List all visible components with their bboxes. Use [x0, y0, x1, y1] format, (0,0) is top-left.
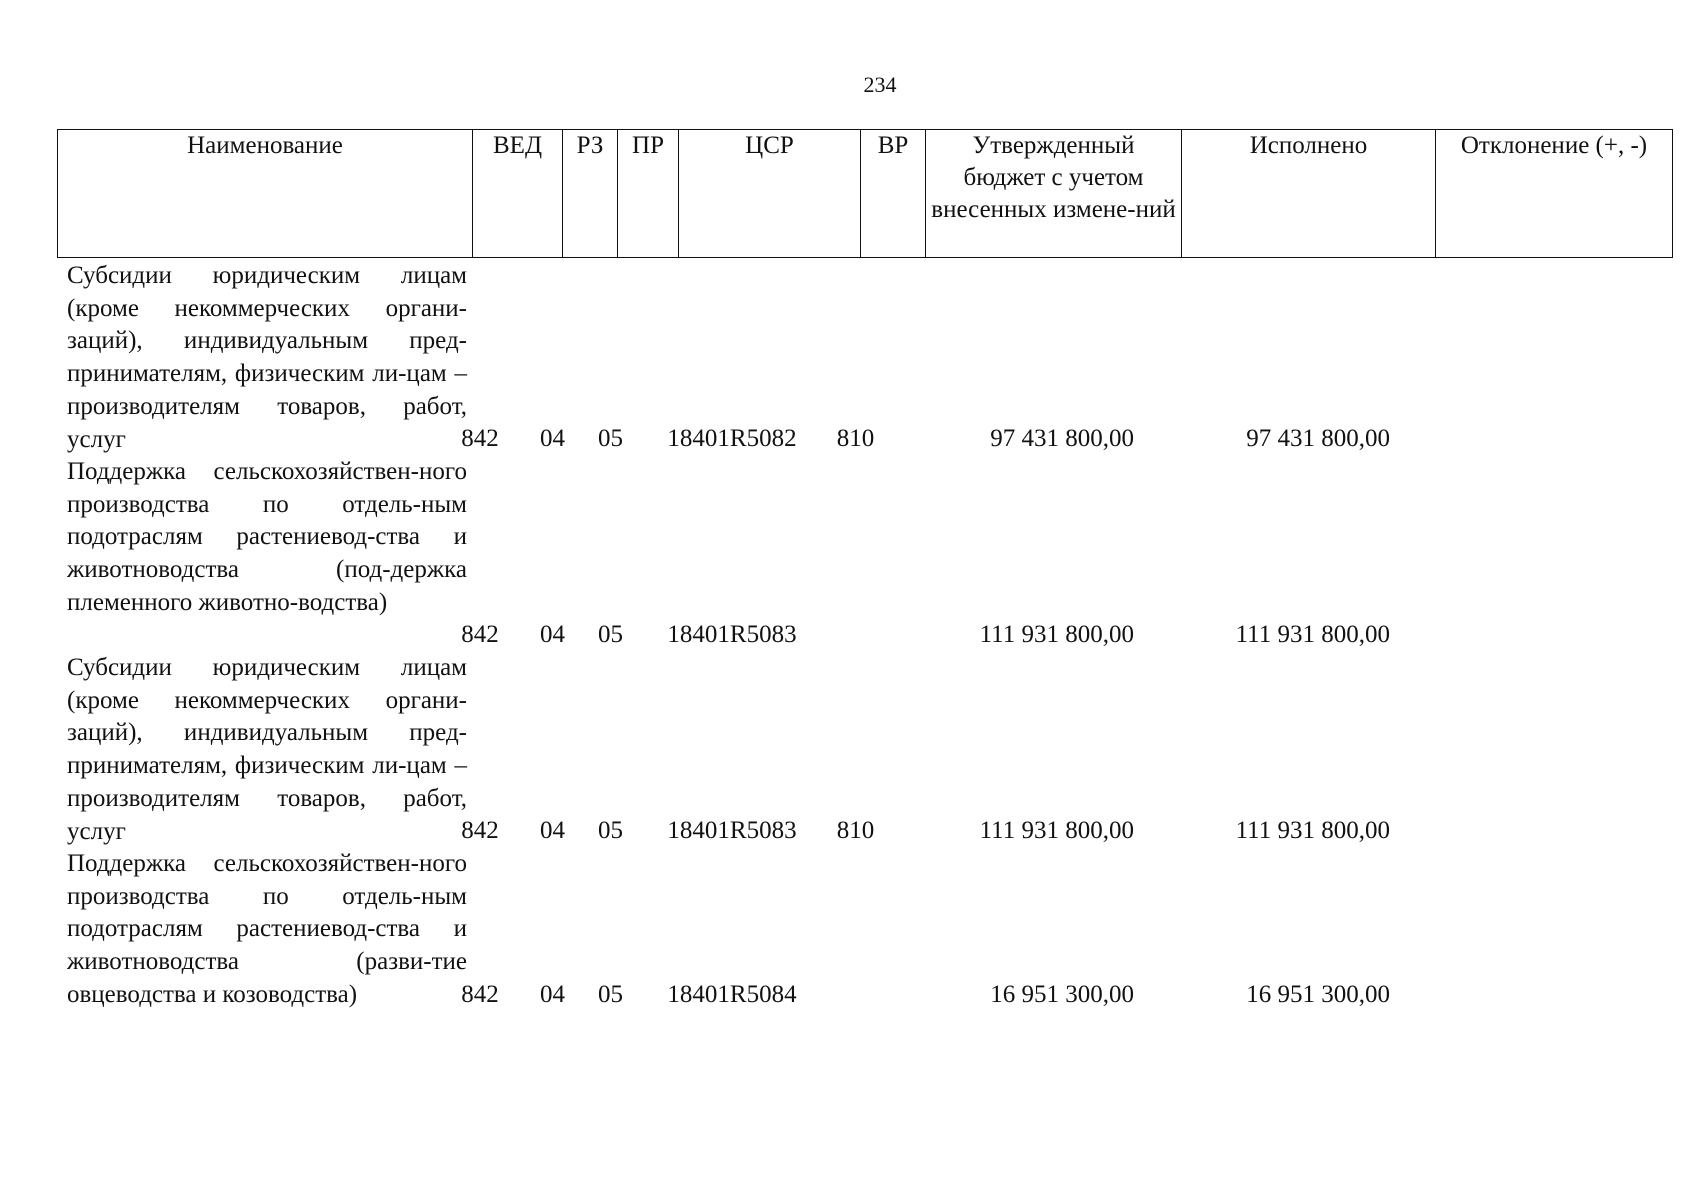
row-budget: 111 931 800,00 — [979, 817, 1134, 845]
row-vr: 810 — [836, 425, 875, 453]
header-row — [58, 130, 1673, 258]
table-row — [57, 260, 1677, 456]
row-budget: 111 931 800,00 — [979, 621, 1134, 649]
row-name: Поддержка сельскохозяйствен-ного производства по отдель-ным подотраслям растениевод-ства и животноводства (разви-тие овцеводства и козоводства) — [67, 850, 467, 1008]
column-header-rz: РЗ — [563, 130, 618, 258]
row-csr: 18401R5084 — [667, 981, 797, 1009]
column-header-pr: ПР — [618, 130, 679, 258]
row-ved: 842 — [461, 981, 499, 1009]
row-executed: 111 931 800,00 — [1235, 621, 1390, 649]
row-pr: 05 — [598, 425, 623, 453]
row-ved: 842 — [461, 817, 499, 845]
row-executed: 111 931 800,00 — [1235, 817, 1390, 845]
row-rz: 04 — [540, 621, 565, 649]
row-csr: 18401R5082 — [667, 425, 797, 453]
column-header-name: Наименование — [58, 130, 473, 258]
row-budget: 16 951 300,00 — [990, 981, 1134, 1009]
row-budget: 97 431 800,00 — [990, 425, 1134, 453]
row-name: Субсидии юридическим лицам (кроме некоммерческих органи-заций), индивидуальным пред-принимателям, физическим ли-цам – производителям товаров, работ, услуг — [67, 654, 467, 845]
row-rz: 04 — [540, 981, 565, 1009]
row-pr: 05 — [598, 981, 623, 1009]
row-name: Субсидии юридическим лицам (кроме некоммерческих органи-заций), индивидуальным пред-принимателям, физическим ли-цам – производителям товаров, работ, услуг — [67, 262, 467, 453]
table-row — [57, 652, 1677, 848]
row-pr: 05 — [598, 621, 623, 649]
row-csr: 18401R5083 — [667, 817, 797, 845]
row-rz: 04 — [540, 817, 565, 845]
column-header-vr: ВР — [861, 130, 926, 258]
table-header — [57, 129, 1673, 258]
column-header-csr: ЦСР — [679, 130, 861, 258]
table-row — [57, 848, 1677, 1012]
row-executed: 16 951 300,00 — [1246, 981, 1390, 1009]
row-executed: 97 431 800,00 — [1246, 425, 1390, 453]
row-pr: 05 — [598, 817, 623, 845]
table-row — [57, 456, 1677, 652]
column-header-deviation: Отклонение (+, -) — [1436, 130, 1673, 258]
row-csr: 18401R5083 — [667, 621, 797, 649]
column-header-ved: ВЕД — [473, 130, 563, 258]
row-rz: 04 — [540, 425, 565, 453]
row-name: Поддержка сельскохозяйствен-ного производства по отдель-ным подотраслям растениевод-ства и животноводства (под-держка племенного животно-водства) — [67, 458, 467, 616]
page-number: 234 — [863, 72, 897, 97]
column-header-executed: Исполнено — [1182, 130, 1436, 258]
column-header-budget: Утвержденный бюджет с учетом внесенных измене-ний — [926, 130, 1182, 258]
row-ved: 842 — [461, 425, 499, 453]
row-vr: 810 — [836, 817, 875, 845]
row-ved: 842 — [461, 621, 499, 649]
